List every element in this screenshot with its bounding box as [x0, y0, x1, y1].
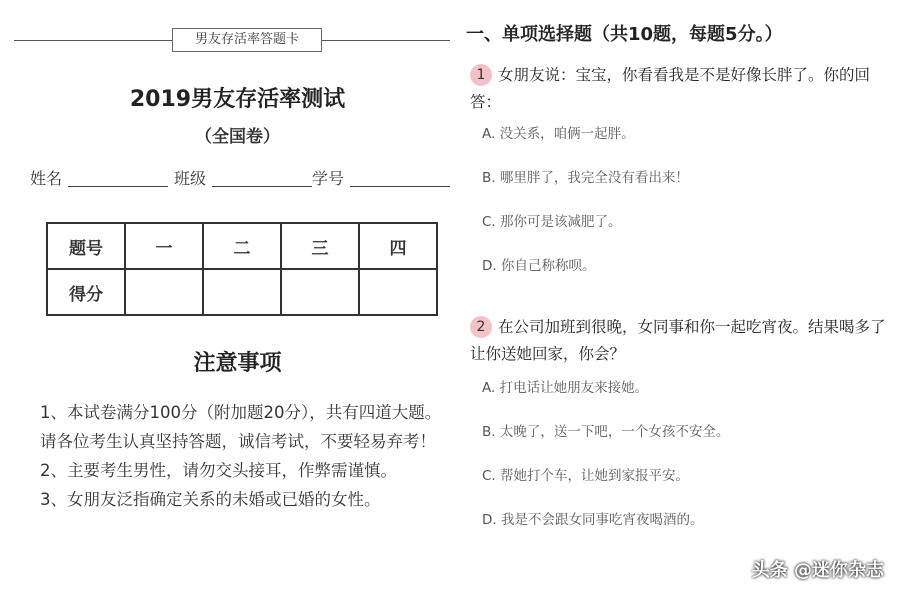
- notice-title: 注意事项: [193, 351, 282, 376]
- option-d[interactable]: D. 你自己称称呗。: [482, 258, 596, 274]
- question-number-badge: 2: [470, 316, 492, 338]
- notice-item: 3、女朋友泛指确定关系的未婚或已婚的女性。: [40, 490, 381, 509]
- score-row: [47, 269, 437, 315]
- question-1: [470, 62, 890, 292]
- option-b[interactable]: B. 哪里胖了，我完全没有看出来！: [482, 170, 689, 186]
- score-header-cell: 一: [125, 223, 203, 269]
- question-number-badge: 1: [470, 64, 492, 86]
- id-field[interactable]: [350, 186, 450, 187]
- watermark: 头条 @迷你杂志: [751, 560, 884, 581]
- question-text-body: 在公司加班到很晚，女同事和你一起吃宵夜。结果喝多了让你送她回家，你会？: [470, 318, 886, 363]
- score-header-cell: 三: [281, 223, 359, 269]
- option-a[interactable]: A. 没关系，咱俩一起胖。: [482, 126, 635, 142]
- notice-item: 1、本试卷满分100分（附加题20分），共有四道大题。请各位考生认真坚持答题，诚信考试，不要轻易弃考！: [40, 403, 442, 451]
- option-c[interactable]: C. 那你可是该减肥了。: [482, 214, 622, 230]
- class-label: 班级: [174, 169, 207, 188]
- notice-item: 2、主要考生男性，请勿交头接耳，作弊需谨慎。: [40, 461, 397, 480]
- divider-right: [322, 40, 450, 41]
- question-text: [470, 62, 890, 116]
- exam-title: 2019男友存活率测试: [129, 87, 346, 112]
- score-header-cell: 二: [203, 223, 281, 269]
- card-header: [14, 28, 450, 54]
- option-d[interactable]: D. 我是不会跟女同事吃宵夜喝酒的。: [482, 512, 704, 528]
- score-cell[interactable]: [359, 269, 437, 315]
- score-table: [46, 222, 438, 316]
- score-row-label: 得分: [47, 269, 125, 315]
- score-header-cell: 四: [359, 223, 437, 269]
- score-header-row: [47, 223, 437, 269]
- question-2: [470, 314, 890, 534]
- question-panel: [460, 0, 900, 600]
- score-cell[interactable]: [203, 269, 281, 315]
- exam-subtitle: （全国卷）: [195, 127, 280, 147]
- score-cell[interactable]: [125, 269, 203, 315]
- option-a[interactable]: A. 打电话让她朋友来接她。: [482, 380, 649, 396]
- question-text-body: 女朋友说：宝宝，你看看我是不是好像长胖了。你的回答：: [470, 66, 871, 111]
- class-field[interactable]: [212, 186, 312, 187]
- name-label: 姓名: [30, 169, 63, 188]
- name-field[interactable]: [68, 186, 168, 187]
- divider-left: [14, 40, 172, 41]
- card-header-label: 男友存活率答题卡: [172, 28, 322, 52]
- score-cell[interactable]: [281, 269, 359, 315]
- option-c[interactable]: C. 帮她打个车，让她到家报平安。: [482, 468, 690, 484]
- option-b[interactable]: B. 太晚了，送一下吧，一个女孩不安全。: [482, 424, 730, 440]
- notice-list: [40, 398, 450, 514]
- question-text: [470, 314, 890, 368]
- section-title: 一、单项选择题（共10题，每题5分。）: [466, 24, 783, 45]
- score-header-cell: 题号: [47, 223, 125, 269]
- student-info-row: [30, 166, 460, 190]
- id-label: 学号: [312, 169, 345, 188]
